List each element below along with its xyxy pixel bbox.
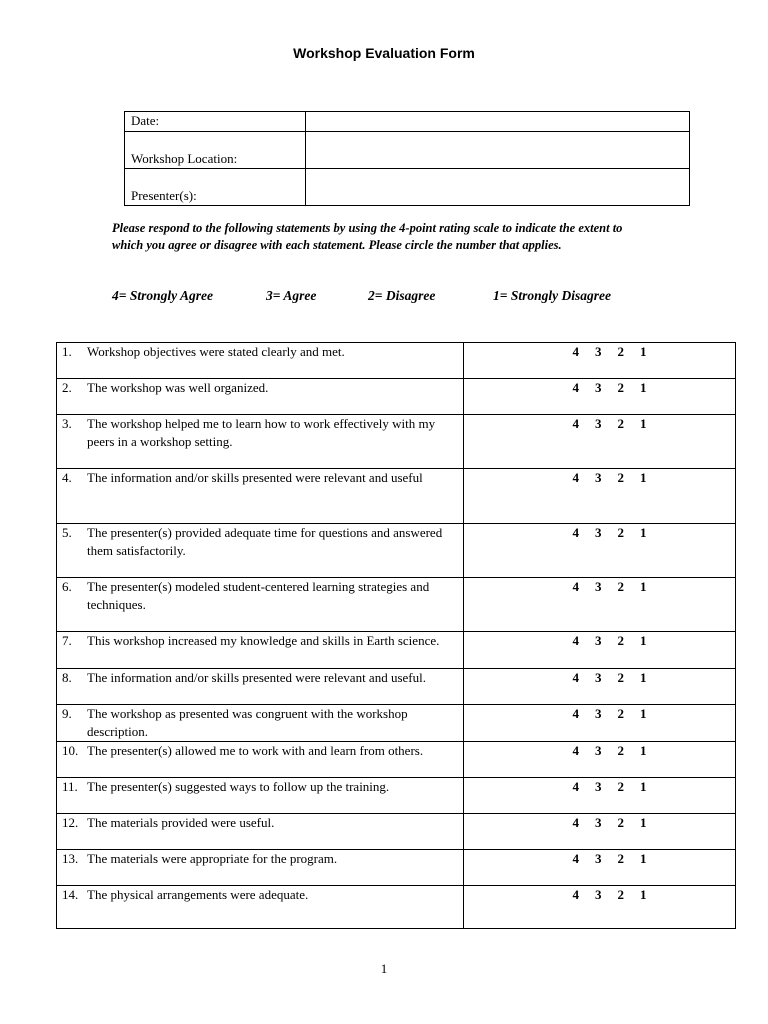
- rating-option-2[interactable]: 2: [617, 706, 624, 721]
- statement-cell: [57, 343, 464, 379]
- presenters-label: Presenter(s):: [125, 169, 306, 206]
- statement-number: 1.: [62, 344, 72, 359]
- rating-cell: [464, 705, 736, 742]
- rating-option-3[interactable]: 3: [595, 525, 602, 540]
- table-row: [57, 742, 736, 778]
- statement-number: 7.: [62, 633, 72, 648]
- rating-option-4[interactable]: 4: [572, 706, 579, 721]
- statement-number: 4.: [62, 470, 72, 485]
- statement-text: The workshop as presented was congruent with the workshop description.: [87, 706, 408, 739]
- rating-cell: [464, 578, 736, 632]
- rating-cell: [464, 850, 736, 886]
- statement-cell: [57, 742, 464, 778]
- statement-text: The presenter(s) suggested ways to follow up the training.: [87, 779, 390, 794]
- rating-option-3[interactable]: 3: [595, 633, 602, 648]
- statement-cell: [57, 778, 464, 814]
- rating-cell: [464, 814, 736, 850]
- rating-option-3[interactable]: 3: [595, 887, 602, 902]
- rating-option-2[interactable]: 2: [617, 380, 624, 395]
- rating-option-4[interactable]: 4: [572, 380, 579, 395]
- rating-option-1[interactable]: 1: [640, 380, 647, 395]
- statement-cell: [57, 705, 464, 742]
- date-label: Date:: [125, 112, 306, 132]
- rating-option-4[interactable]: 4: [572, 525, 579, 540]
- rating-option-1[interactable]: 1: [640, 525, 647, 540]
- rating-cell: [464, 669, 736, 705]
- rating-option-4[interactable]: 4: [572, 416, 579, 431]
- rating-option-3[interactable]: 3: [595, 579, 602, 594]
- page-number: 1: [380, 961, 388, 976]
- statement-number: 10.: [62, 743, 79, 758]
- rating-option-4[interactable]: 4: [572, 470, 579, 485]
- rating-cell: [464, 778, 736, 814]
- workshop-location-field[interactable]: [306, 132, 690, 169]
- rating-option-3[interactable]: 3: [595, 815, 602, 830]
- rating-cell: [464, 524, 736, 578]
- statement-number: 6.: [62, 579, 72, 594]
- statement-cell: [57, 850, 464, 886]
- table-row: [57, 850, 736, 886]
- rating-option-1[interactable]: 1: [640, 887, 647, 902]
- rating-option-2[interactable]: 2: [617, 670, 624, 685]
- table-row: [57, 379, 736, 415]
- rating-option-3[interactable]: 3: [595, 670, 602, 685]
- rating-option-3[interactable]: 3: [595, 344, 602, 359]
- rating-cell: [464, 415, 736, 469]
- rating-option-2[interactable]: 2: [617, 887, 624, 902]
- statement-text: The presenter(s) provided adequate time for questions and answered them satisfactorily.: [87, 525, 443, 558]
- statement-cell: [57, 578, 464, 632]
- rating-option-2[interactable]: 2: [617, 525, 624, 540]
- rating-cell: [464, 343, 736, 379]
- table-row: [57, 469, 736, 524]
- statement-number: 13.: [62, 851, 79, 866]
- rating-cell: [464, 469, 736, 524]
- rating-option-1[interactable]: 1: [640, 743, 647, 758]
- rating-option-2[interactable]: 2: [617, 416, 624, 431]
- rating-option-3[interactable]: 3: [595, 779, 602, 794]
- date-field[interactable]: [306, 112, 690, 132]
- statement-cell: [57, 886, 464, 929]
- rating-option-3[interactable]: 3: [595, 743, 602, 758]
- statement-text: The information and/or skills presented were relevant and useful.: [87, 670, 426, 685]
- workshop-location-label: Workshop Location:: [125, 132, 306, 169]
- rating-option-3[interactable]: 3: [595, 706, 602, 721]
- rating-option-1[interactable]: 1: [640, 633, 647, 648]
- rating-option-1[interactable]: 1: [640, 344, 647, 359]
- rating-option-2[interactable]: 2: [617, 344, 624, 359]
- rating-option-4[interactable]: 4: [572, 579, 579, 594]
- rating-option-4[interactable]: 4: [572, 633, 579, 648]
- statement-number: 5.: [62, 525, 72, 540]
- statement-cell: [57, 524, 464, 578]
- legend-strongly-disagree: 1= Strongly Disagree: [493, 288, 611, 303]
- rating-option-1[interactable]: 1: [640, 815, 647, 830]
- statement-number: 11.: [62, 779, 78, 794]
- table-row: [57, 886, 736, 929]
- rating-option-3[interactable]: 3: [595, 470, 602, 485]
- rating-option-1[interactable]: 1: [640, 851, 647, 866]
- rating-cell: [464, 886, 736, 929]
- statement-number: 14.: [62, 887, 79, 902]
- statement-cell: [57, 669, 464, 705]
- rating-option-4[interactable]: 4: [572, 670, 579, 685]
- statement-text: The information and/or skills presented were relevant and useful: [87, 470, 423, 485]
- rating-option-2[interactable]: 2: [617, 851, 624, 866]
- statement-text: The physical arrangements were adequate.: [87, 887, 309, 902]
- rating-table: [56, 342, 736, 929]
- workshop-info-table: [124, 111, 690, 206]
- rating-option-1[interactable]: 1: [640, 470, 647, 485]
- rating-option-2[interactable]: 2: [617, 779, 624, 794]
- rating-option-1[interactable]: 1: [640, 579, 647, 594]
- rating-cell: [464, 632, 736, 669]
- statement-cell: [57, 632, 464, 669]
- rating-option-1[interactable]: 1: [640, 416, 647, 431]
- statement-cell: [57, 379, 464, 415]
- rating-option-4[interactable]: 4: [572, 743, 579, 758]
- statement-text: Workshop objectives were stated clearly and met.: [87, 344, 345, 359]
- statement-text: The materials provided were useful.: [87, 815, 275, 830]
- rating-scale-legend: [112, 288, 652, 306]
- rating-option-1[interactable]: 1: [640, 670, 647, 685]
- statement-cell: [57, 469, 464, 524]
- rating-option-4[interactable]: 4: [572, 815, 579, 830]
- table-row: [57, 632, 736, 669]
- statement-number: 2.: [62, 380, 72, 395]
- statement-cell: [57, 814, 464, 850]
- table-row: [57, 578, 736, 632]
- rating-option-2[interactable]: 2: [617, 579, 624, 594]
- statement-number: 9.: [62, 706, 72, 721]
- rating-option-3[interactable]: 3: [595, 851, 602, 866]
- table-row: [57, 343, 736, 379]
- rating-option-4[interactable]: 4: [572, 344, 579, 359]
- statement-text: The presenter(s) allowed me to work with and learn from others.: [87, 743, 424, 758]
- statement-text: The workshop helped me to learn how to work effectively with my peers in a workshop setting.: [87, 416, 436, 449]
- rating-option-2[interactable]: 2: [617, 815, 624, 830]
- table-row: [57, 524, 736, 578]
- table-row: [57, 415, 736, 469]
- rating-option-3[interactable]: 3: [595, 416, 602, 431]
- statement-number: 8.: [62, 670, 72, 685]
- statement-text: The workshop was well organized.: [87, 380, 269, 395]
- rating-option-2[interactable]: 2: [617, 633, 624, 648]
- table-row: [57, 669, 736, 705]
- instructions: Please respond to the following statements by using the 4-point rating scale to indicate the extent to which you agree or disagree with each statement. Please circle the number that applies.: [112, 221, 623, 252]
- rating-option-2[interactable]: 2: [617, 470, 624, 485]
- legend-agree: 3= Agree: [266, 288, 317, 303]
- rating-option-2[interactable]: 2: [617, 743, 624, 758]
- statement-number: 3.: [62, 416, 72, 431]
- table-row: [57, 814, 736, 850]
- rating-option-4[interactable]: 4: [572, 887, 579, 902]
- rating-option-4[interactable]: 4: [572, 851, 579, 866]
- statement-number: 12.: [62, 815, 79, 830]
- rating-option-1[interactable]: 1: [640, 779, 647, 794]
- statement-cell: [57, 415, 464, 469]
- table-row: [57, 778, 736, 814]
- statement-text: This workshop increased my knowledge and skills in Earth science.: [87, 633, 440, 648]
- table-row: [57, 705, 736, 742]
- presenters-field[interactable]: [306, 169, 690, 206]
- rating-option-1[interactable]: 1: [640, 706, 647, 721]
- page-title: Workshop Evaluation Form: [293, 45, 475, 61]
- rating-cell: [464, 379, 736, 415]
- statement-text: The presenter(s) modeled student-centered learning strategies and techniques.: [87, 579, 430, 612]
- legend-disagree: 2= Disagree: [368, 288, 436, 303]
- rating-option-4[interactable]: 4: [572, 779, 579, 794]
- rating-option-3[interactable]: 3: [595, 380, 602, 395]
- legend-strongly-agree: 4= Strongly Agree: [112, 288, 213, 303]
- statement-text: The materials were appropriate for the program.: [87, 851, 338, 866]
- rating-cell: [464, 742, 736, 778]
